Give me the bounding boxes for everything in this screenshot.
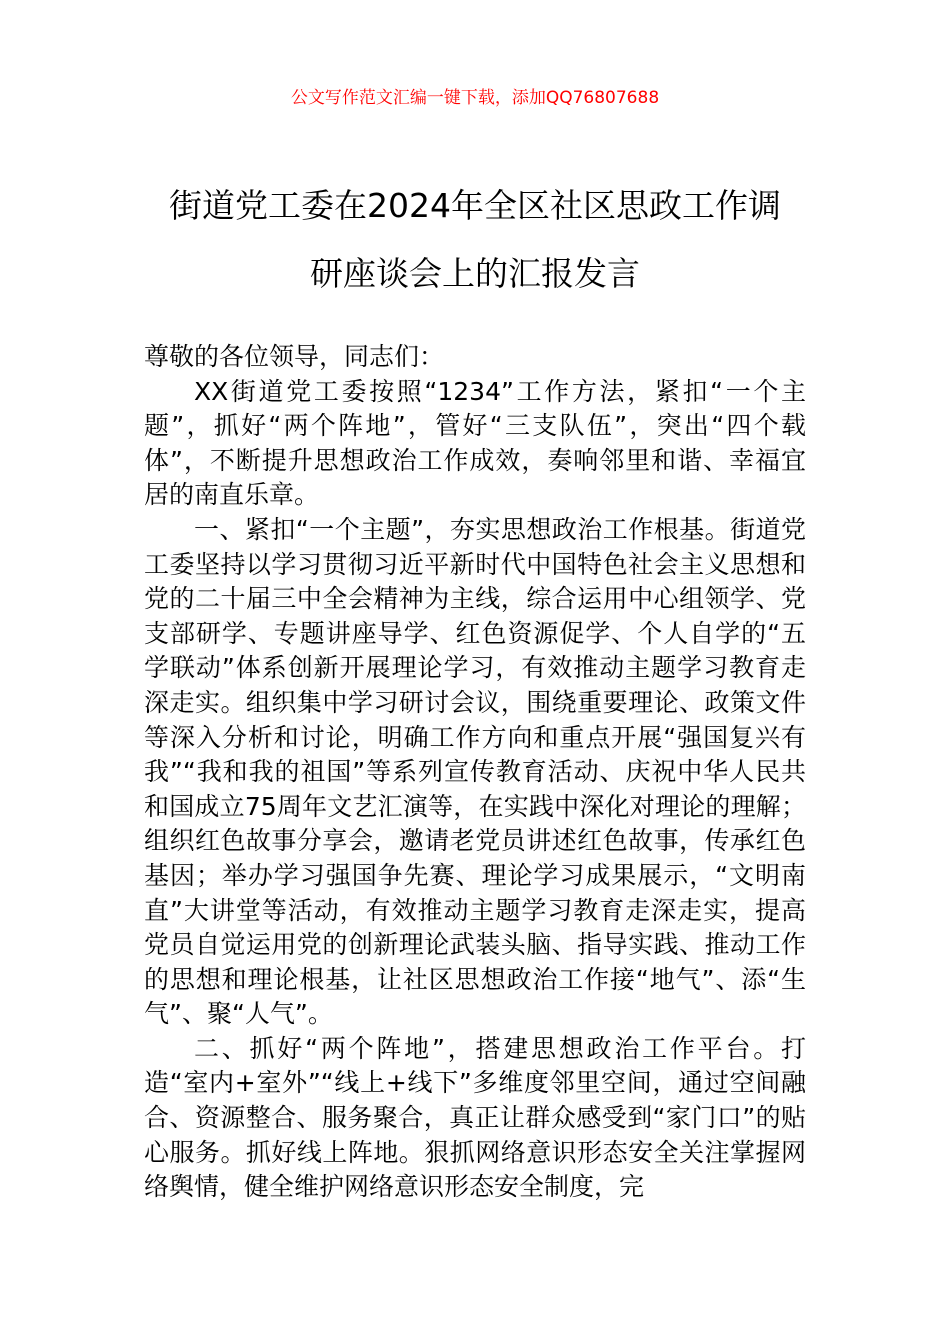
download-banner: 公文写作范文汇编一键下载，添加QQ76807688 (290, 88, 660, 108)
title-line-1: 街道党工委在2024年全区社区思政工作调 (169, 186, 781, 225)
paragraph-section-two: 二、抓好“两个阵地”，搭建思想政治工作平台。打造“室内+室外”“线上+线下”多维度邻里空间，通过空间融合、资源整合、服务聚合，真正让群众感受到“家门口”的贴心服务。抓好线上阵地。狠抓网络意识形态安全关注掌握网络舆情，健全维护网络意识形态安全制度，完 (144, 1033, 806, 1202)
paragraph-intro: XX街道党工委按照“1234”工作方法，紧扣“一个主题”，抓好“两个阵地”，管好“三支队伍”，突出“四个载体”，不断提升思想政治工作成效，奏响邻里和谐、幸福宜居的南直乐章。 (144, 376, 806, 510)
document-title (110, 172, 840, 308)
document-body (144, 340, 806, 1205)
salutation: 尊敬的各位领导，同志们： (144, 342, 445, 371)
title-line-2: 研座谈会上的汇报发言 (310, 254, 640, 293)
paragraph-section-one: 一、紧扣“一个主题”，夯实思想政治工作根基。街道党工委坚持以学习贯彻习近平新时代中国特色社会主义思想和党的二十届三中全会精神为主线，综合运用中心组领学、党支部研学、专题讲座导学、红色资源促学、个人自学的“五学联动”体系创新开展理论学习，有效推动主题学习教育走深走实。组织集中学习研讨会议，围绕重要理论、政策文件等深入分析和讨论，明确工作方向和重点开展“强国复兴有我”“我和我的祖国”等系列宣传教育活动、庆祝中华人民共和国成立75周年文艺汇演等，在实践中深化对理论的理解；组织红色故事分享会，邀请老党员讲述红色故事，传承红色基因；举办学习强国争先赛、理论学习成果展示，“文明南直”大讲堂等活动，有效推动主题学习教育走深走实，提高党员自觉运用党的创新理论武装头脑、指导实践、推动工作的思想和理论根基，让社区思想政治工作接“地气”、添“生气”、聚“人气”。 (144, 514, 806, 1029)
